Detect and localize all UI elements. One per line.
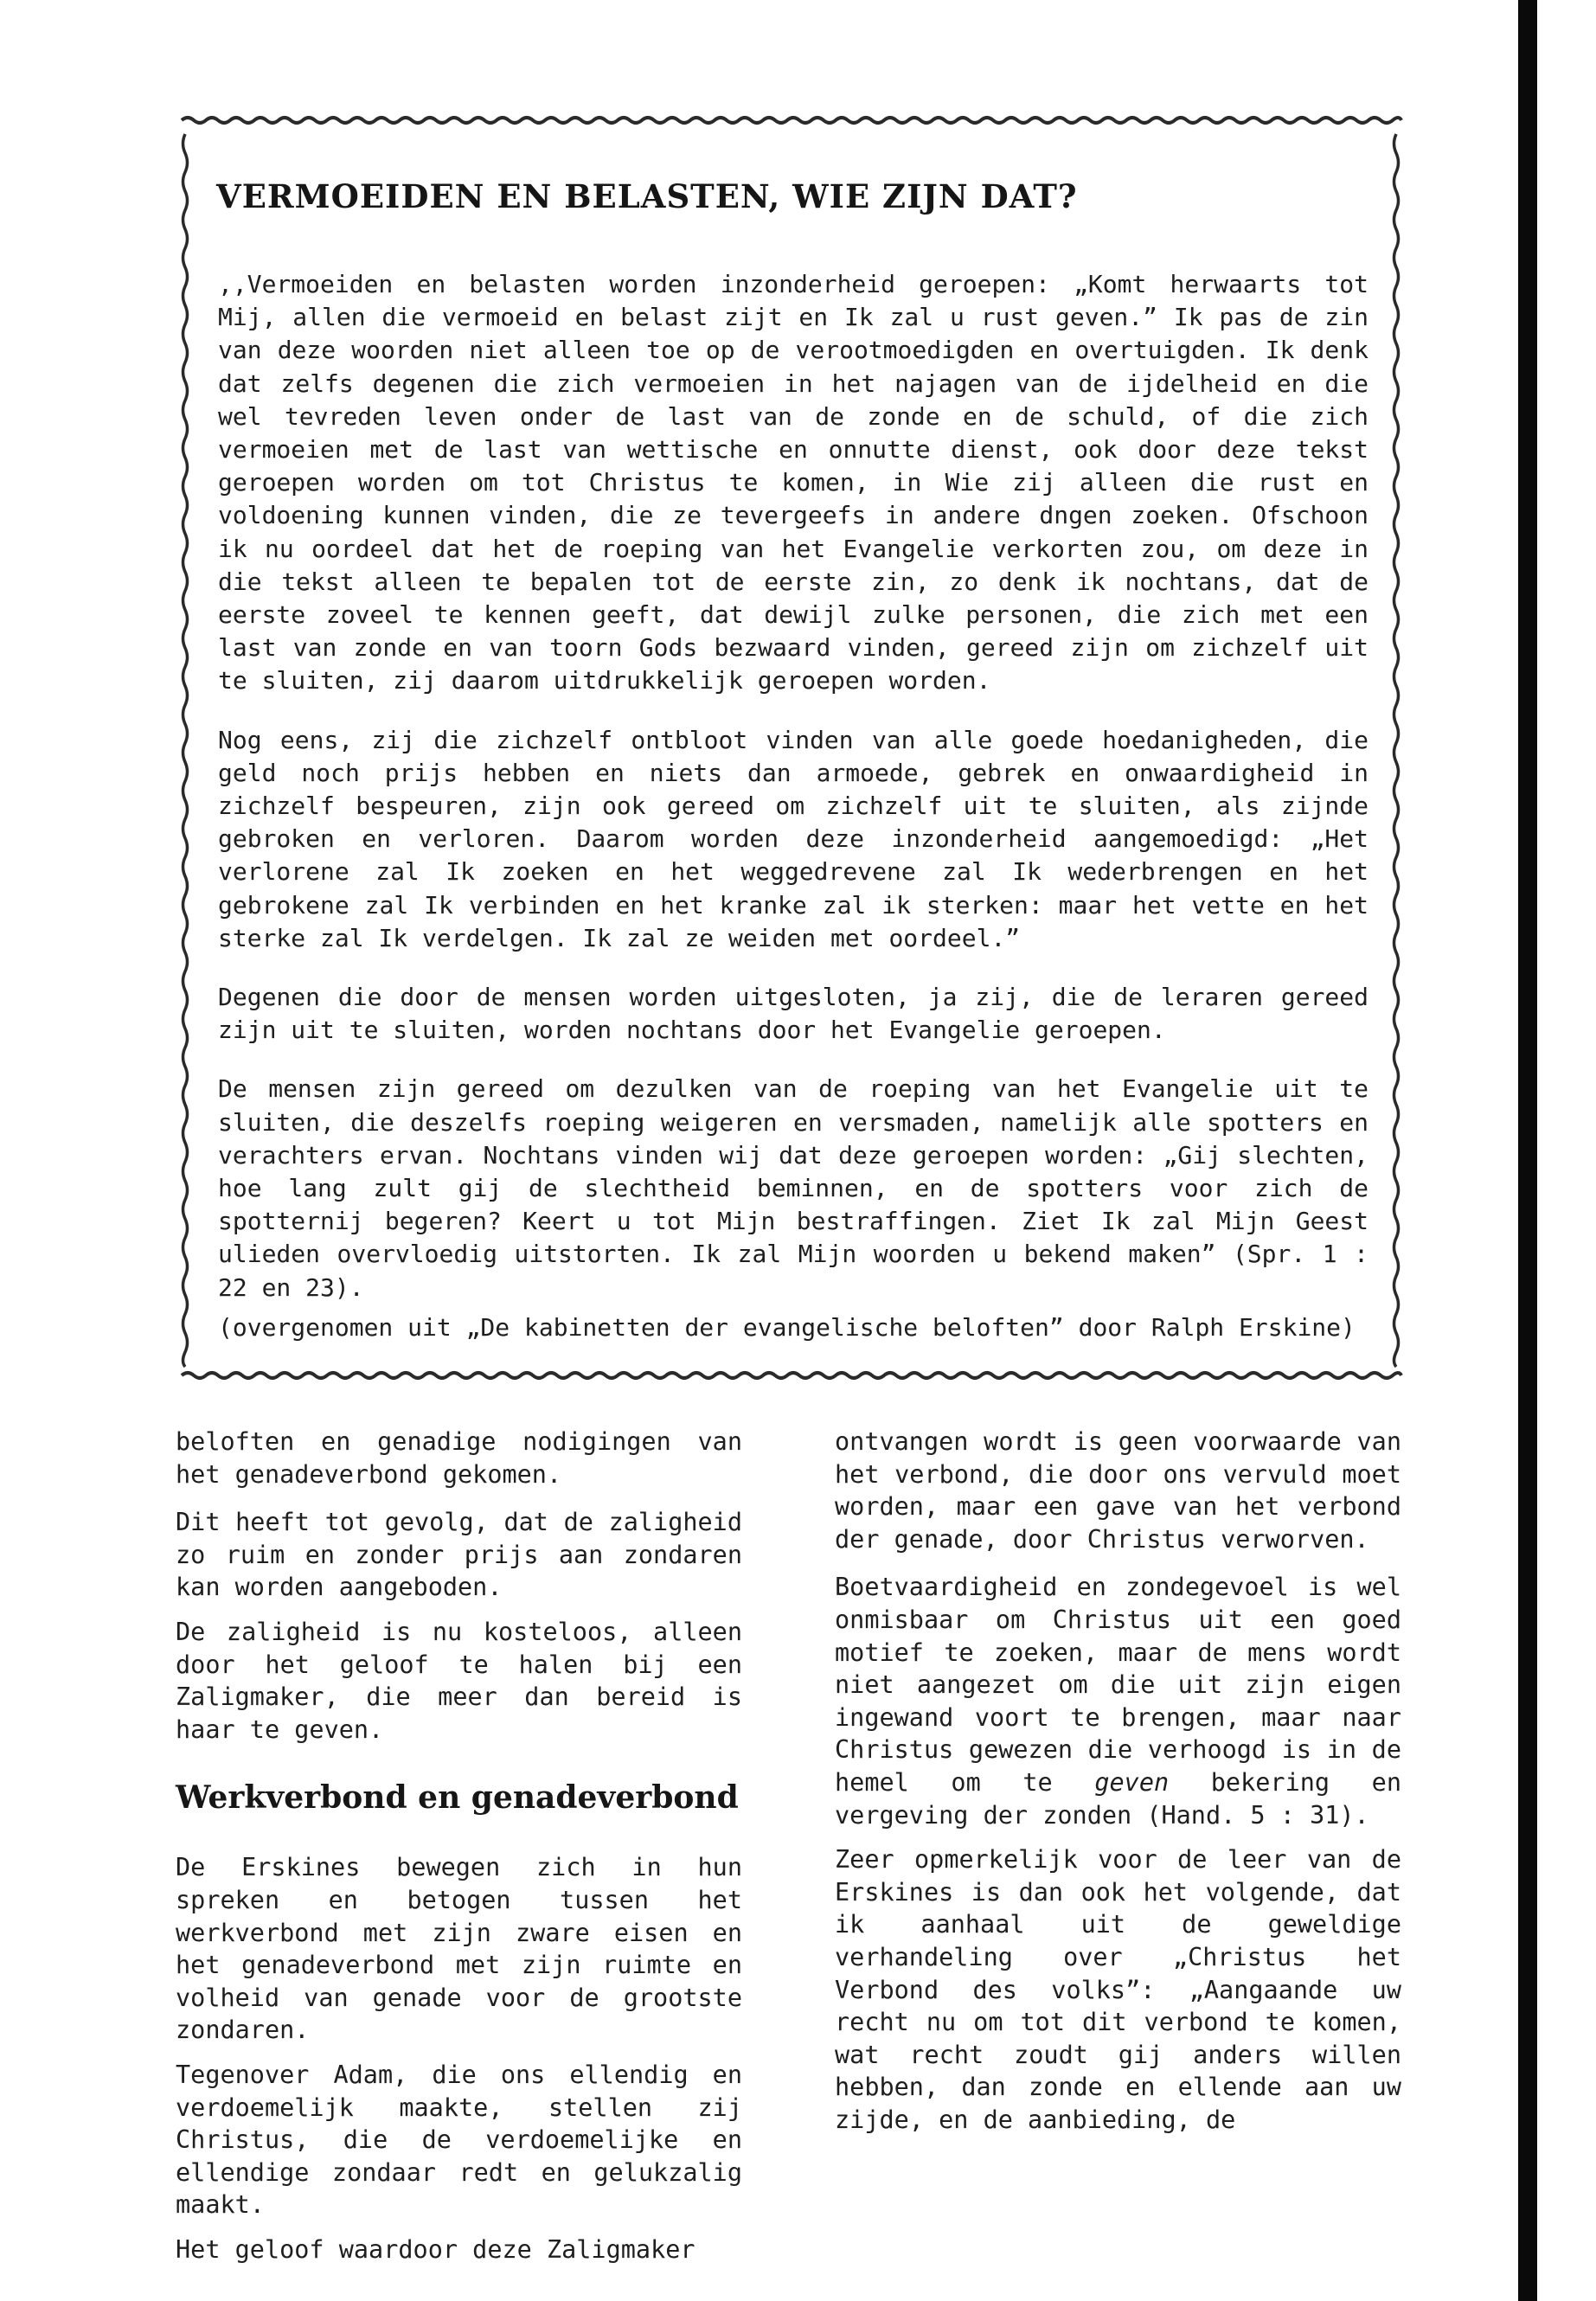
left-paragraph-5: Tegenover Adam, die ons ellendig en verdoemelijk maakte, stellen zij Christus, die de verdoemelijke en ellendige zondaar redt en gelukzalig maakt. xyxy=(176,2060,742,2220)
right-paragraph-2 xyxy=(835,1571,1401,1831)
left-paragraph-2: Dit heeft tot gevolg, dat de zaligheid zo ruim en zonder prijs aan zondaren kan worden aangeboden. xyxy=(176,1508,742,1602)
emphasis-geven: geven xyxy=(1094,1767,1170,1797)
box-body xyxy=(218,268,1368,1370)
scan-edge-bar xyxy=(1518,0,1537,2301)
box-credit: (overgenomen uit „De kabinetten der evangelische beloften” door Ralph Erskine) xyxy=(218,1312,1356,1342)
quote-box xyxy=(173,108,1410,1388)
left-paragraph-1: beloften en genadige nodigingen van het genadeverbond gekomen. xyxy=(176,1427,742,1489)
section-heading: Werkverbond en genadeverbond xyxy=(176,1779,739,1817)
border-bottom-wave xyxy=(182,1373,1401,1378)
left-paragraph-6: Het geloof waardoor deze Zaligmaker xyxy=(176,2234,695,2264)
left-column xyxy=(176,1426,742,2266)
right-paragraph-3: Zeer opmerkelijk voor de leer van de Erskines is dan ook het volgende, dat ik aanhaal uit de geweldige verhandeling over „Christus het Verbond des volks”: „Aangaande uw recht nu om tot dit verbond te komen, wat recht zoudt gij anders willen hebben, dan zonde en ellende aan uw zijde, en de aanbieding, de xyxy=(835,1845,1401,2134)
right-paragraph-2-a: Boetvaardigheid en zondegevoel is wel onmisbaar om Christus uit een goed motief te zoeken, maar de mens wordt niet aangezet om die uit zijn eigen ingewand voort te brengen, maar naar Christus gewezen die verhoogd is in de hemel om te xyxy=(835,1573,1401,1797)
box-paragraph-3: Degenen die door de mensen worden uitgesloten, ja zij, die de leraren gereed zijn uit te sluiten, worden nochtans door het Evangelie geroepen. xyxy=(218,983,1368,1045)
right-paragraph-1: ontvangen wordt is geen voorwaarde van het verbond, die door ons vervuld moet worden, maar een gave van het verbond der genade, door Christus verworven. xyxy=(835,1427,1401,1554)
box-paragraph-2: Nog eens, zij die zichzelf ontbloot vinden van alle goede hoedanigheden, die geld noch prijs hebben en niets dan armoede, gebrek en onwaardigheid in zichzelf bespeuren, zijn ook gereed om zichzelf uit te sluiten, als zijnde gebroken en verloren. Daarom worden deze inzonderheid aangemoedigd: „Het verlorene zal Ik zoeken en het weggedrevene zal Ik wederbrengen en het gebrokene zal Ik verbinden en het kranke zal ik sterken: maar het vette en het sterke zal Ik verdelgen. Ik zal ze weiden met oordeel.” xyxy=(218,725,1368,952)
right-paragraph-2-b: bekering en vergeving der zonden (Hand. 5 : 31). xyxy=(835,1767,1401,1830)
left-paragraph-4: De Erskines bewegen zich in hun spreken en betogen tussen het werkverbond met zijn zware eisen en het genadeverbond met zijn ruimte en volheid van genade voor de grootste zondaren. xyxy=(176,1853,742,2045)
border-left-wave xyxy=(183,134,188,1367)
border-top-wave xyxy=(182,118,1401,123)
border-right-wave xyxy=(1394,134,1399,1367)
box-paragraph-4: De mensen zijn gereed om dezulken van de roeping van het Evangelie uit te sluiten, die deszelfs roeping weigeren en versmaden, namelijk alle spotters en verachters ervan. Nochtans vinden wij dat deze geroepen worden: „Gij slechten, hoe lang zult gij de slechtheid beminnen, en de spotters voor zich de spotternij begeren? Keert u tot Mijn bestraffingen. Ziet Ik zal Mijn Geest ulieden overvloedig uitstorten. Ik zal Mijn woorden u bekend maken” (Spr. 1 : 22 en 23). xyxy=(218,1074,1368,1302)
right-column xyxy=(835,1426,1401,2136)
box-title: VERMOEIDEN EN BELASTEN, WIE ZIJN DAT? xyxy=(216,177,1078,215)
left-paragraph-3: De zaligheid is nu kosteloos, alleen door het geloof te halen bij een Zaligmaker, die meer dan bereid is haar te geven. xyxy=(176,1617,742,1744)
box-paragraph-1: ,,Vermoeiden en belasten worden inzonderheid geroepen: „Komt herwaarts tot Mij, allen die vermoeid en belast zijt en Ik zal u rust geven.” Ik pas de zin van deze woorden niet alleen toe op de verootmoedigden en overtuigden. Ik denk dat zelfs degenen die zich vermoeien in het najagen van de ijdelheid en die wel tevreden leven onder de last van de zonde en de schuld, of die zich vermoeien met de last van wettische en onnutte dienst, ook door deze tekst geroepen worden om tot Christus te komen, in Wie zij alleen die rust en voldoening kunnen vinden, die ze tevergeefs in andere dngen zoeken. Ofschoon ik nu oordeel dat het de roeping van het Evangelie verkorten zou, om deze in die tekst alleen te bepalen tot de eerste zin, zo denk ik nochtans, dat de eerste zoveel te kennen geeft, dat dewijl zulke personen, die zich met een last van zonde en van toorn Gods bezwaard vinden, gereed zijn om zichzelf uit te sluiten, zij daarom uitdrukkelijk geroepen worden. xyxy=(218,270,1368,695)
